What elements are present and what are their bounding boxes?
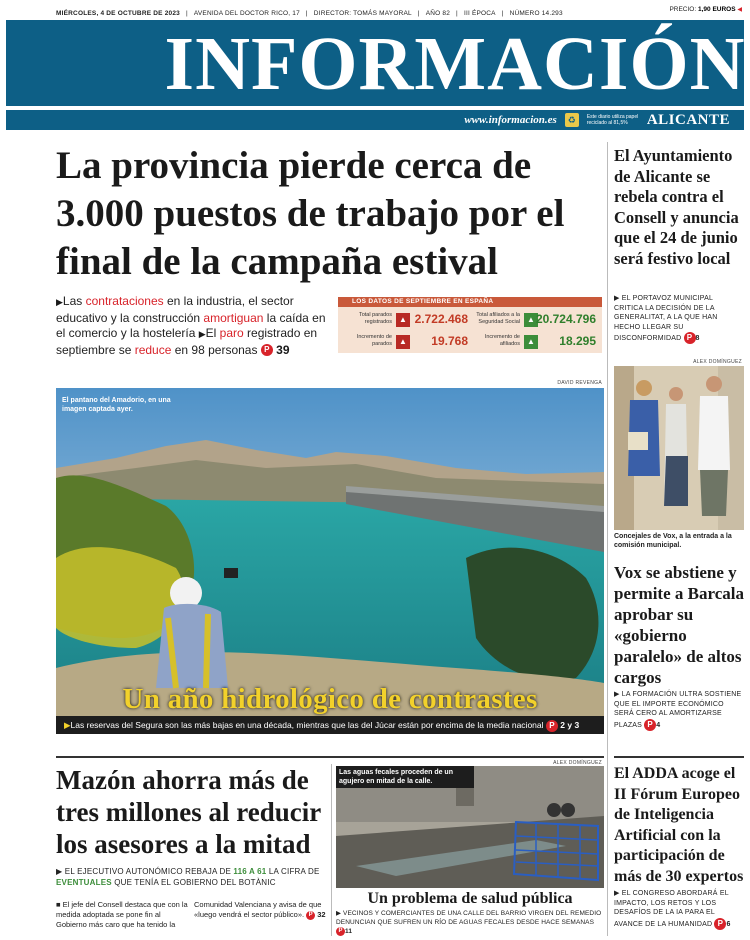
cell-value: 19.768 [431, 334, 468, 348]
issue-year: AÑO 82 [425, 9, 451, 17]
price-arrow-icon: ◀ [737, 7, 742, 13]
dateline: MIÉRCOLES, 4 DE OCTUBRE DE 2023 | AVENIDA DEL DOCTOR RICO, 17 | DIRECTOR: TOMÁS MAYORAL | AÑO 82 | III ÉPOCA | NÚMERO 14.293 [56, 9, 563, 17]
site-url[interactable]: www.informacion.es [464, 114, 557, 126]
edition-city: ALICANTE [646, 111, 730, 128]
mazon-sub-keyword: EVENTUALES [56, 878, 112, 887]
mazon-sub-text: EL EJECUTIVO AUTONÓMICO REBAJA DE [64, 867, 234, 876]
lede-text: en la industria, el sector educativo y la construcción [56, 294, 294, 325]
side-body-festivo [614, 294, 742, 344]
section-rule [56, 756, 604, 758]
cell-value: 18.295 [559, 334, 596, 348]
price-value: 1,90 EUROS [697, 6, 736, 13]
table-title: LOS DATOS DE SEPTIEMBRE EN ESPAÑA [338, 297, 602, 307]
photo-credit: DAVID REVENGA [557, 380, 602, 386]
aguas-photo-caption: Las aguas fecales proceden de un agujero en mitad de la calle. [336, 766, 474, 788]
side-photo-caption: Concejales de Vox, a la entrada a la comisión municipal. [614, 533, 732, 549]
lede-text: registrado en septiembre se [56, 326, 318, 357]
page-ref-icon: P [306, 911, 315, 920]
bullet-arrow-icon: ▶ [614, 691, 620, 698]
price-label: PRECIO: [669, 6, 697, 13]
recycle-icon: ♻ [565, 113, 579, 127]
cell-label: Incremento de afiliados [484, 334, 520, 347]
councillors-photo[interactable] [614, 366, 744, 530]
side-headline-adda[interactable]: El ADDA acoge el II Fórum Europeo de Inteligencia Artificial con la participación de más de 30 expertos [614, 765, 744, 885]
side-page-ref[interactable]: 4 [656, 721, 661, 729]
aguas-photo-credit: ALEX DOMÍNGUEZ [553, 760, 602, 766]
employment-data-table [338, 297, 602, 353]
bullet-arrow-icon: ▶ [614, 890, 620, 897]
side-headline-vox[interactable]: Vox se abstiene y permite a Barcala aprobar su «gobierno paralelo» de altos cargos [614, 563, 744, 687]
mazon-subheadline [56, 866, 328, 888]
side-body-text: EL PORTAVOZ MUNICIPAL CRITICA LA DECISIÓN DE LA GENERALITAT, A LA QUE HAN HECHO LLEGAR SU DISCONFORMIDAD [614, 295, 718, 342]
side-section-rule [614, 756, 744, 758]
lede-keyword: amortiguan [203, 310, 264, 325]
mazon-sub-keyword: 116 A 61 [233, 867, 267, 876]
issue-epoch: III ÉPOCA [463, 9, 496, 17]
bullet-arrow-icon: ▶ [336, 910, 342, 917]
cell-value: 2.722.468 [414, 312, 468, 326]
lede-text: Las [62, 294, 86, 308]
photo-subheadline [56, 716, 604, 734]
lede-keyword: reduce [134, 342, 172, 357]
side-photo-credit: ALEX DOMÍNGUEZ [693, 359, 742, 365]
street-photo[interactable] [336, 766, 604, 888]
mazon-body [56, 900, 326, 930]
page-ref-icon: P [261, 344, 273, 356]
photo-page-ref[interactable]: 2 y 3 [560, 720, 580, 730]
side-body-vox [614, 690, 742, 731]
mazon-sub-text: LA CIFRA DE [266, 867, 320, 876]
side-page-ref[interactable]: 6 [726, 920, 731, 928]
mazon-page-ref[interactable]: 32 [317, 910, 326, 919]
masthead-title: INFORMACIÓN [164, 22, 746, 106]
column-divider [607, 142, 608, 936]
bullet-arrow-icon: ▶ [198, 329, 206, 339]
page-ref[interactable]: 39 [276, 342, 290, 357]
up-arrow-icon: ▲ [524, 313, 538, 327]
bullet-arrow-icon: ▶ [56, 297, 63, 307]
mazon-sub-text: QUE TENÍA EL GOBIERNO DEL BOTÀNIC [111, 878, 276, 887]
cell-value: 20.724.796 [535, 312, 596, 326]
issue-date: MIÉRCOLES, 4 DE OCTUBRE DE 2023 [56, 9, 180, 17]
mazon-headline[interactable]: Mazón ahorra más de tres millones al reducir los asesores a la mitad [56, 765, 321, 859]
up-arrow-icon: ▲ [396, 313, 410, 327]
table-cell-parados [342, 309, 472, 331]
bullet-arrow-icon: ▶ [64, 720, 71, 730]
lede-keyword: contrataciones [85, 294, 164, 308]
issue-director: DIRECTOR: TOMÁS MAYORAL [313, 9, 412, 17]
aguas-subheadline [336, 909, 604, 936]
councillors-illustration [614, 366, 744, 530]
cell-label: Incremento de parados [356, 334, 392, 347]
photo-headline[interactable]: Un año hidrológico de contrastes [122, 683, 538, 715]
aguas-headline[interactable]: Un problema de salud pública [367, 890, 573, 907]
table-cell-inc-afiliados [470, 331, 600, 353]
square-bullet-icon: ■ [56, 900, 61, 909]
bullet-arrow-icon: ▶ [614, 295, 620, 302]
up-arrow-icon: ▲ [524, 335, 538, 349]
main-lede [56, 294, 334, 358]
page-ref-icon: P [714, 918, 726, 930]
up-arrow-icon: ▲ [396, 335, 410, 349]
table-cell-inc-parados [342, 331, 472, 353]
lede-text: la caída en el comercio y la hostelería [56, 310, 326, 340]
cell-label: Total afiliados a la Seguridad Social [476, 312, 520, 325]
lede-text: El [205, 326, 220, 340]
page-ref-icon: P [684, 332, 696, 344]
side-body-adda [614, 889, 742, 930]
photo-caption: El pantano del Amadorio, en una imagen captada ayer. [62, 397, 171, 413]
table-cell-afiliados [470, 309, 600, 331]
bullet-arrow-icon: ▶ [56, 867, 63, 876]
recycled-paper-note: Este diario utiliza papel reciclado al 81,5% [586, 114, 639, 126]
main-headline[interactable]: La provincia pierde cerca de 3.000 puestos de trabajo por el final de la campaña estival [56, 144, 565, 283]
price [669, 6, 742, 13]
side-headline-festivo[interactable]: El Ayuntamiento de Alicante se rebela contra el Consell y anuncia que el 24 de junio será festivo local [614, 146, 739, 268]
side-page-ref[interactable]: 8 [695, 334, 700, 342]
masthead-subbar [6, 110, 744, 130]
photo-sub-text: Las reservas del Segura son las más bajas en una década, mientras que las del Júcar están por encima de la media nacional [70, 720, 544, 730]
cell-label: Total parados registrados [358, 312, 392, 325]
aguas-page-ref[interactable]: 11 [345, 928, 353, 936]
aguas-sub-text: VECINOS Y COMERCIANTES DE UNA CALLE DEL BARRIO VIRGEN DEL REMEDIO DENUNCIAN QUE SUFREN UN RÍO DE AGUAS FECALES DESDE HACE SEMANAS [336, 910, 602, 926]
lede-text: en 98 personas [171, 342, 261, 357]
lede-keyword: paro [219, 326, 244, 340]
mazon-body-text: El jefe del Consell destaca que con la medida adoptada se pone fin al Gobierno más caro que ha tenido la Comunidad Valenciana y avisa de que «luego vendrá el sector público». [56, 900, 322, 929]
side-body-text: LA FORMACIÓN ULTRA SOSTIENE QUE EL IMPORTE ECONÓMICO SERÁ CERO AL AMORTIZARSE PLAZAS [614, 691, 742, 729]
bottom-column-divider [331, 764, 332, 936]
page-ref-icon: P [644, 719, 656, 731]
page-ref-icon: P [546, 720, 558, 732]
issue-address: AVENIDA DEL DOCTOR RICO, 17 [193, 9, 300, 17]
page-ref-icon: P [336, 927, 345, 936]
issue-number: NÚMERO 14.293 [509, 9, 563, 17]
side-body-text: EL CONGRESO ABORDARÁ EL IMPACTO, LOS RETOS Y LOS DESAFÍOS DE LA IA PARA EL AVANCE DE LA HUMANIDAD [614, 890, 729, 928]
